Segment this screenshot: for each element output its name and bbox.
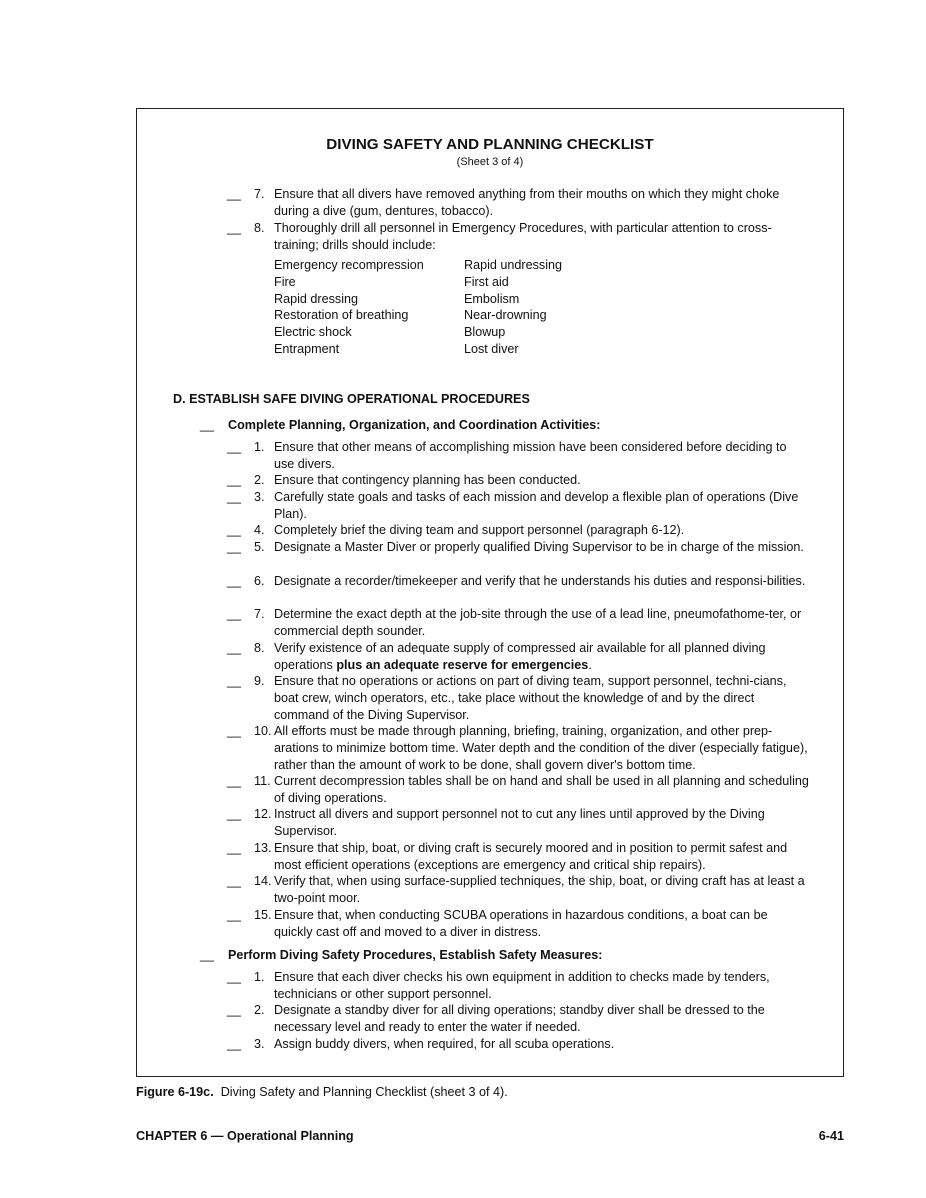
item-text: Ensure that all divers have removed anything from their mouths on which they might choke during a dive (gum, dentures, tobacco).	[274, 187, 780, 218]
checkbox-blank[interactable]: __	[227, 1037, 242, 1051]
list-item	[227, 539, 809, 556]
item-number: 7.	[254, 607, 265, 621]
drill-item: Rapid undressing	[464, 258, 563, 272]
checkbox-blank[interactable]: __	[227, 970, 242, 984]
item-text: Current decompression tables shall be on hand and shall be used in all planning and scheduling of diving operations.	[274, 774, 809, 805]
item-text: Carefully state goals and tasks of each mission and develop a flexible plan of operations (Dive Plan).	[274, 490, 799, 521]
checkbox-blank[interactable]: __	[227, 774, 242, 788]
checkbox-blank[interactable]: __	[200, 948, 215, 962]
list-item	[227, 723, 809, 773]
checkbox-blank[interactable]: __	[227, 874, 242, 888]
drill-item: First aid	[464, 274, 509, 289]
item-number: 6.	[254, 574, 265, 588]
item-number: 3.	[254, 490, 265, 504]
list-item	[227, 969, 809, 1003]
figure-caption	[136, 1084, 508, 1101]
subsection-title: Perform Diving Safety Procedures, Establish Safety Measures:	[228, 948, 603, 962]
footer-chapter: CHAPTER 6 — Operational Planning	[136, 1129, 354, 1143]
list-item	[227, 640, 809, 674]
item-number: 11.	[254, 774, 271, 788]
checkbox-blank[interactable]: __	[227, 574, 242, 588]
caption-text: Diving Safety and Planning Checklist (sheet 3 of 4).	[220, 1085, 508, 1099]
item-number: 12.	[254, 807, 272, 821]
item-number: 10.	[254, 724, 272, 738]
item-text-tail: .	[588, 657, 592, 672]
subsection-heading	[200, 947, 602, 964]
item-text: Assign buddy divers, when required, for all scuba operations.	[274, 1037, 615, 1051]
item-text: All efforts must be made through planning, briefing, training, organization, and other prep-arations to minimize bottom time. Water depth and the condition of the diver (especially fatigue), rather than the amount of work to be done, shall govern diver's bottom time.	[274, 724, 808, 772]
drill-item: Emergency recompression	[274, 258, 424, 272]
drill-item: Near-drowning	[464, 308, 547, 323]
section-heading: D. ESTABLISH SAFE DIVING OPERATIONAL PROCEDURES	[173, 392, 530, 406]
drill-item: Electric shock	[274, 325, 352, 340]
page-title: DIVING SAFETY AND PLANNING CHECKLIST	[326, 136, 654, 153]
item-number: 4.	[254, 523, 265, 537]
item-text: Ensure that each diver checks his own equipment in addition to checks made by tenders, technicians or other support personnel.	[274, 970, 770, 1001]
item-text: Ensure that contingency planning has been conducted.	[274, 473, 581, 487]
item-number: 1.	[254, 970, 265, 984]
list-item	[227, 673, 809, 723]
item-text: Instruct all divers and support personnel not to cut any lines until approved by the Diving Supervisor.	[274, 807, 765, 838]
checkbox-blank[interactable]: __	[200, 418, 215, 432]
checklist-frame	[136, 108, 844, 1077]
item-number: 13.	[254, 841, 272, 855]
checkbox-blank[interactable]: __	[227, 641, 242, 655]
list-item	[227, 773, 809, 807]
item-text: Designate a standby diver for all diving operations; standby diver shall be dressed to the necessary level and ready to enter the water if needed.	[274, 1003, 765, 1034]
list-item	[227, 1002, 809, 1036]
checkbox-blank[interactable]: __	[227, 674, 242, 688]
footer-page-number: 6-41	[818, 1129, 844, 1143]
item-number: 7.	[254, 187, 265, 201]
item-number: 2.	[254, 1003, 265, 1017]
checkbox-blank[interactable]: __	[227, 490, 242, 504]
drill-item: Blowup	[464, 325, 506, 340]
drill-item: Rapid dressing	[274, 291, 359, 306]
list-item	[227, 840, 809, 874]
item-text: Designate a recorder/timekeeper and verify that he understands his duties and responsi-bilities.	[274, 574, 806, 588]
item-text: Ensure that no operations or actions on part of diving team, support personnel, techni-cians, boat crew, winch operators, etc., take place without the knowledge of and by the direct command of the Diving Supervisor.	[274, 674, 787, 722]
item-text-main: Verify existence of an adequate supply of compressed air available for all planned diving operations	[274, 641, 766, 672]
item-text: Thoroughly drill all personnel in Emergency Procedures, with particular attention to cross-training; drills should include:	[274, 221, 772, 252]
checkbox-blank[interactable]: __	[227, 540, 242, 554]
item-number: 9.	[254, 674, 265, 688]
checkbox-blank[interactable]: __	[227, 841, 242, 855]
list-item	[227, 873, 809, 907]
checkbox-blank[interactable]: __	[227, 807, 242, 821]
list-item	[227, 439, 809, 473]
item-text: Ensure that ship, boat, or diving craft is securely moored and in position to permit safest and most efficient operations (exceptions are emergency and critical ship repairs).	[274, 841, 788, 872]
item-number: 1.	[254, 440, 265, 454]
checkbox-blank[interactable]: __	[227, 908, 242, 922]
item-text: Ensure that, when conducting SCUBA operations in hazardous conditions, a boat can be quickly cast off and moved to a diver in distress.	[274, 908, 768, 939]
list-item	[227, 806, 809, 840]
item-text: Determine the exact depth at the job-site through the use of a lead line, pneumofathome-ter, or commercial depth sounder.	[274, 607, 802, 638]
checkbox-blank[interactable]: __	[227, 1003, 242, 1017]
checkbox-blank[interactable]: __	[227, 221, 242, 235]
checkbox-blank[interactable]: __	[227, 607, 242, 621]
caption-label: Figure 6-19c.	[136, 1085, 214, 1099]
item-text	[274, 640, 809, 674]
drill-item: Lost diver	[464, 341, 519, 356]
item-text: Completely brief the diving team and support personnel (paragraph 6-12).	[274, 523, 685, 537]
checkbox-blank[interactable]: __	[227, 724, 242, 738]
checkbox-blank[interactable]: __	[227, 187, 242, 201]
subsection-title: Complete Planning, Organization, and Coordination Activities:	[228, 418, 601, 432]
drills-left-column	[274, 257, 424, 358]
subsection-heading	[200, 417, 600, 434]
item-number: 8.	[254, 221, 265, 235]
checkbox-blank[interactable]: __	[227, 440, 242, 454]
item-number: 3.	[254, 1037, 265, 1051]
list-item	[227, 522, 809, 539]
item-text: Ensure that other means of accomplishing mission have been considered before deciding to use divers.	[274, 440, 787, 471]
list-item	[227, 907, 809, 941]
drill-item: Restoration of breathing	[274, 308, 409, 323]
item-number: 14.	[254, 874, 272, 888]
item-text-emphasis: plus an adequate reserve for emergencies	[336, 657, 589, 672]
drill-item: Fire	[274, 274, 296, 289]
drill-item: Entrapment	[274, 341, 340, 356]
list-item	[227, 186, 809, 220]
item-number: 5.	[254, 540, 265, 554]
item-number: 2.	[254, 473, 265, 487]
list-item	[227, 472, 809, 489]
drills-right-column	[464, 257, 562, 358]
item-number: 15.	[254, 908, 272, 922]
list-item	[227, 573, 809, 590]
sheet-subtitle: (Sheet 3 of 4)	[456, 156, 524, 168]
list-item	[227, 220, 809, 254]
item-text: Designate a Master Diver or properly qualified Diving Supervisor to be in charge of the mission.	[274, 540, 804, 554]
checkbox-blank[interactable]: __	[227, 473, 242, 487]
item-number: 8.	[254, 641, 265, 655]
drill-item: Embolism	[464, 291, 520, 306]
list-item	[227, 489, 809, 523]
checkbox-blank[interactable]: __	[227, 523, 242, 537]
item-text: Verify that, when using surface-supplied techniques, the ship, boat, or diving craft has at least a two-point moor.	[274, 874, 805, 905]
list-item	[227, 606, 809, 640]
list-item	[227, 1036, 809, 1053]
